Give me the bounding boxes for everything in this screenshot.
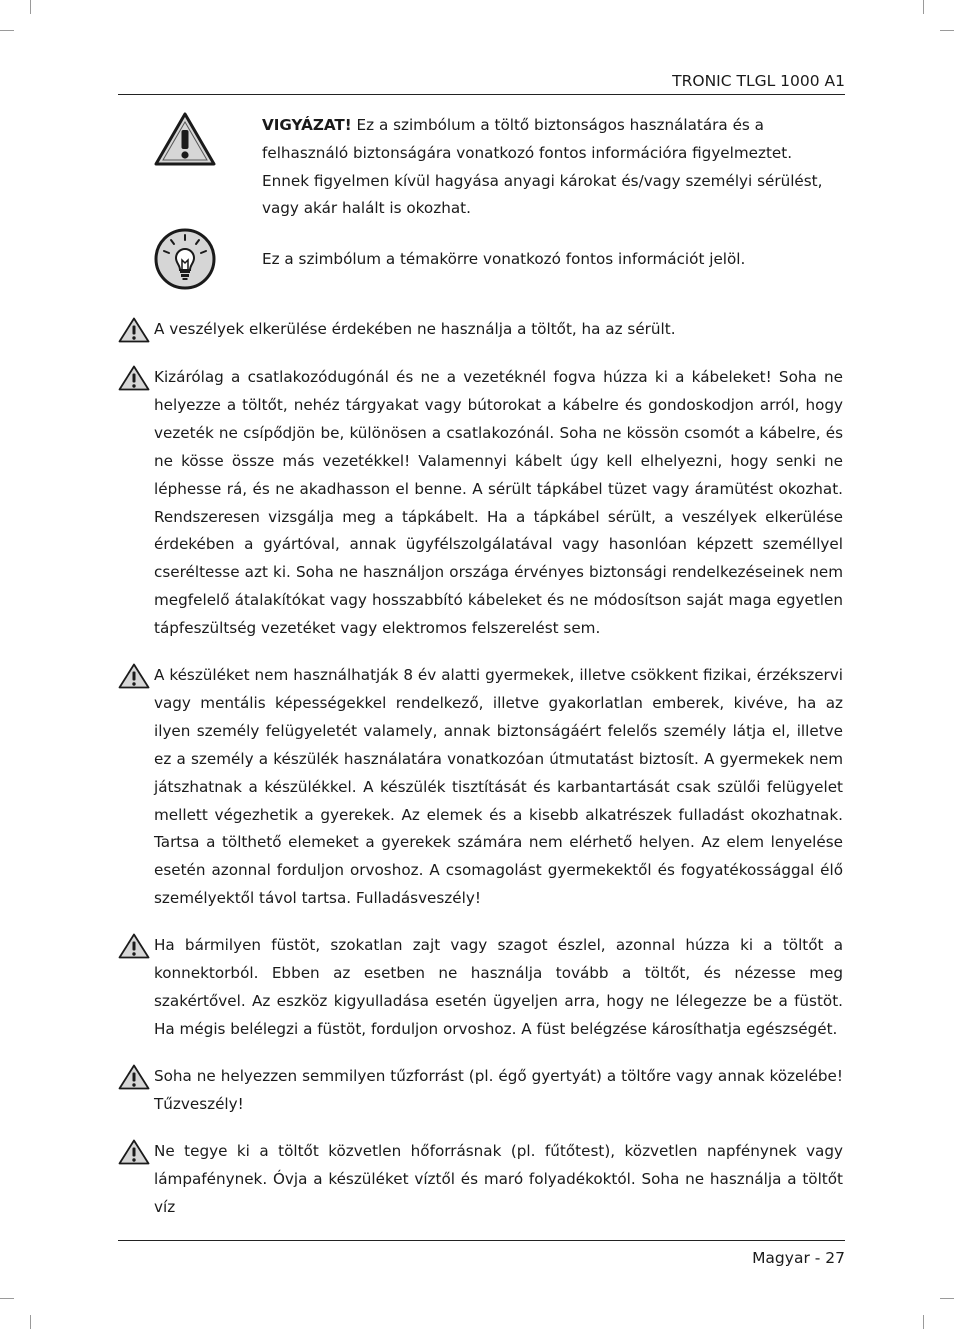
warning-triangle-icon <box>118 365 150 391</box>
warning-text: A készüléket nem használhatják 8 év alatti gyermekek, illetve csökkent fizikai, érzékszervi vagy mentális képességekkel rendelkező, illetve gyakorlatlan emberek, kivéve, ha az ilyen személy felügyeletét valamely, annak biztonságáért felelős személy látja el, illetve ez a személy a készülék használatára vonatkozóan útmutatást biztosít. A gyermekek nem játszhatnak a készülékkel. A készülék tisztítását és karbantartását csak szülői felügyelet mellett végezhetik a gyerekek. Az elemek és a kisebb alkatrészek fulladást okozhatnak. Tartsa a tölthető elemeket a gyerekek számára nem elérhető helyen. Az elem lenyelése esetén azonnal forduljon orvoshoz. A csomagolást gyermekektől és fogyatékossággal élő személyektől távol tartsa. Fulladásveszély! <box>154 666 843 908</box>
warning-triangle-icon <box>118 1064 150 1090</box>
legend-warning <box>118 112 845 224</box>
warning-text: Soha ne helyezzen semmilyen tűzforrást (pl. égő gyertyát) a töltőre vagy annak közelébe! Tűzveszély! <box>154 1067 843 1113</box>
page-footer <box>118 1240 845 1267</box>
crop-mark <box>940 1298 954 1299</box>
warning-label: VIGYÁZAT! <box>262 116 352 134</box>
page-number: Magyar - 27 <box>752 1249 845 1267</box>
crop-mark <box>30 0 31 14</box>
warning-text: Kizárólag a csatlakozódugónál és ne a vezetéknél fogva húzza ki a kábeleket! Soha ne helyezze a töltőt, nehéz tárgyakat vagy bútorokat a kábelre és gondoskodjon arról, hogy vezeték ne csípődjön be, különösen a csatlakozónál. Soha ne kössön csomót a kábelre, és ne kösse össze más vezetékkel! Valamennyi kábelt úgy kell elhelyezni, hogy senki ne léphesse rá, és ne akadhasson el benne. A sérült tápkábel tüzet vagy áramütést okozhat. Rendszeresen vizsgálja meg a tápkábelt. Ha a tápkábel sérült, a veszélyek elkerülése érdekében a gyártóval, annak ügyfélszolgálatával vagy hasonlóan képzett személlyel cseréltesse azt ki. Soha ne használjon országa érvényes biztonsági rendelkezéseinek nem megfelelő átalakítókat vagy hosszabbító kábeleket és ne módosítson saját maga egyetlen tápfeszültség vezetéket vagy elektromos felszerelést sem. <box>154 368 843 638</box>
page-header <box>118 70 845 95</box>
crop-mark <box>923 1315 924 1329</box>
warning-triangle-icon <box>118 317 150 343</box>
crop-mark <box>0 1298 14 1299</box>
legend-info <box>118 228 845 290</box>
crop-mark <box>30 1315 31 1329</box>
model-title: TRONIC TLGL 1000 A1 <box>672 72 845 90</box>
crop-mark <box>940 30 954 31</box>
legend-info-text: Ez a szimbólum a témakörre vonatkozó fontos információt jelöl. <box>262 250 746 268</box>
lightbulb-icon <box>154 228 216 290</box>
warning-triangle-icon <box>118 933 150 959</box>
warning-triangle-icon <box>118 663 150 689</box>
warning-triangle-icon <box>118 1139 150 1165</box>
legend-warning-text <box>262 112 842 223</box>
warning-text: A veszélyek elkerülése érdekében ne használja a töltőt, ha az sérült. <box>154 320 676 338</box>
warning-triangle-icon <box>154 112 216 166</box>
crop-mark <box>923 0 924 14</box>
warning-description: Ez a szimbólum a töltő biztonságos használatára és a felhasználó biztonságára vonatkozó fontos információra figyelmeztet. Ennek figyelmen kívül hagyása anyagi károkat és/vagy személyi sérülést, vagy akár halált is okozhat. <box>262 116 823 218</box>
crop-mark <box>0 30 14 31</box>
warning-text: Ha bármilyen füstöt, szokatlan zajt vagy szagot észlel, azonnal húzza ki a töltőt a konnektorból. Ebben az esetben ne használja tovább a töltőt, és nézesse meg szakértővel. Az eszköz kigyulladása esetén ügyeljen arra, hogy ne lélegezze be a füstöt. Ha mégis belélegzi a füstöt, forduljon orvoshoz. A füst belégzése károsíthatja egészségét. <box>154 936 843 1038</box>
warning-text: Ne tegye ki a töltőt közvetlen hőforrásnak (pl. fűtőtest), közvetlen napfénynek vagy lámpafénynek. Óvja a készüléket víztől és maró folyadékoktól. Soha ne használja a töltőt víz <box>154 1142 843 1216</box>
